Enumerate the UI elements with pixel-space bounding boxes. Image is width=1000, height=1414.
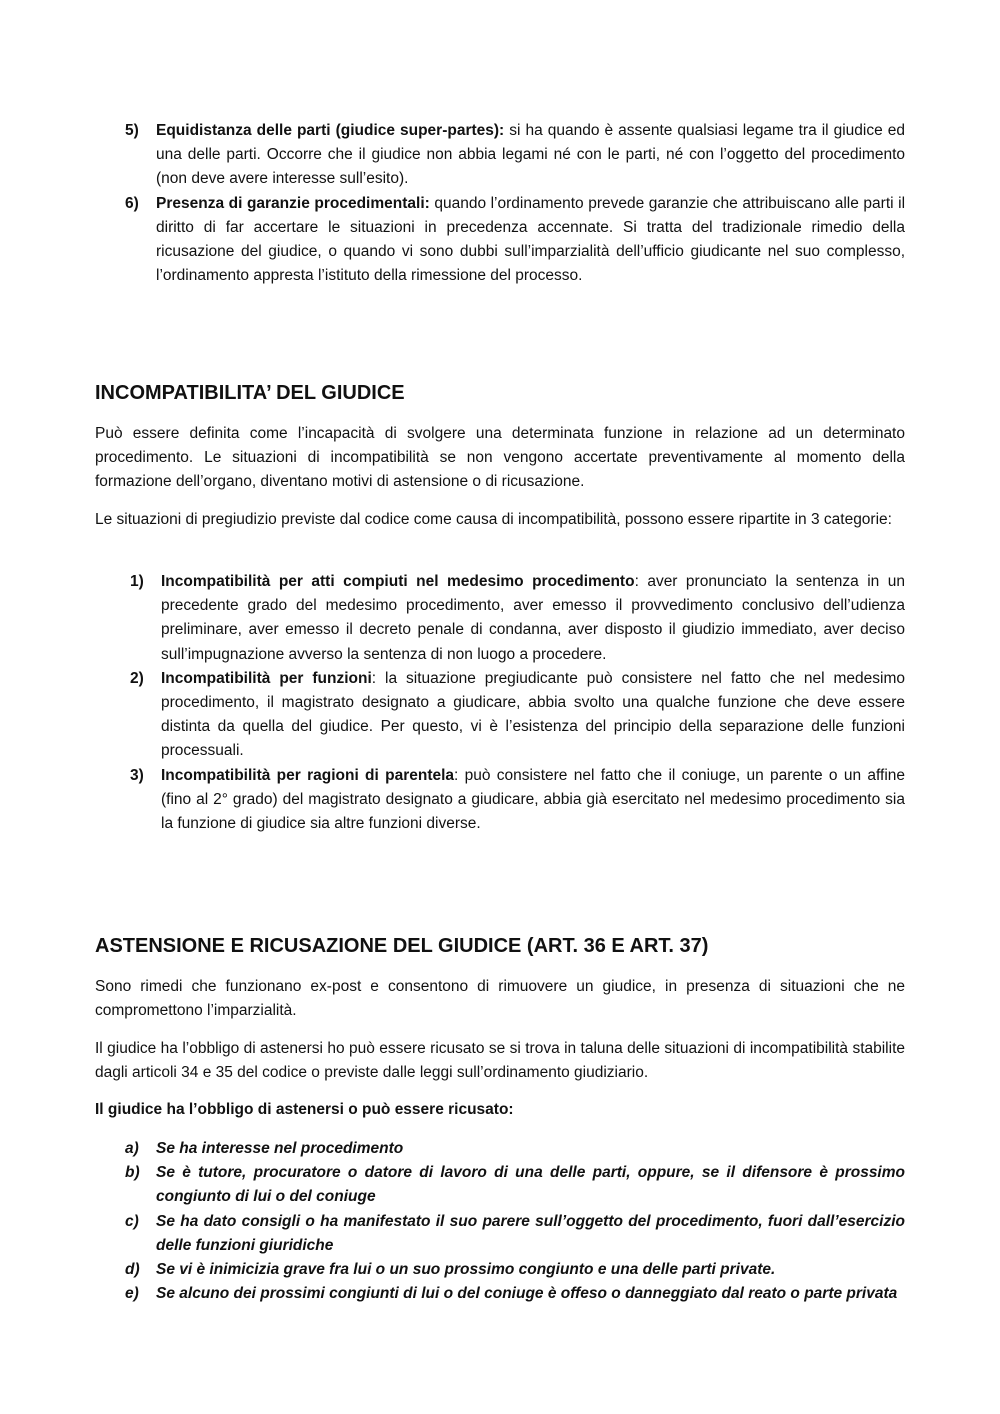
list-item-number: 1) (130, 573, 144, 590)
list-item-letter: a) (125, 1140, 139, 1157)
incompatibility-categories-list (130, 570, 905, 836)
list-item-text: Se alcuno dei prossimi congiunti di lui o del coniuge è offeso o danneggiato dal reato o parte privata (156, 1285, 898, 1303)
list-item (125, 192, 906, 289)
list-item-text: : può consistere nel fatto che il coniuge, un parente o un affine (fino al 2° grado) del magistrato designato a giudicare, abbia già esercitato nel medesimo procedimento sia la funzione di giudice sia altre funzioni diverse. (161, 766, 905, 833)
list-item-letter: b) (125, 1164, 140, 1182)
paragraph: Può essere definita come l’incapacità di svolgere una determinata funzione in relazione ad un determinato procedimento. Le situazioni di incompatibilità se non vengono accertate preventivamente al momento della formazione dell’organo, diventano motivi di astensione o di ricusazione. (95, 425, 905, 491)
list-item-text: quando l’ordinamento prevede garanzie che attribuiscano alle parti il diritto di far accertare le situazioni in precedenza accennate. Si tratta del tradizionale rimedio della ricusazione del giudice, o quando vi sono dubbi sull’imparzialità dell’ufficio giudicante nel suo complesso, l’ordinamento appresta l’istituto della rimessione del processo. (156, 194, 906, 285)
list-item-text: Se ha interesse nel procedimento (156, 1140, 404, 1157)
list-item-number: 5) (125, 122, 139, 139)
paragraph-bold: Il giudice ha l’obbligo di astenersi o può essere ricusato: (95, 1101, 514, 1118)
list-item-text: Se vi è inimicizia grave fra lui o un suo prossimo congiunto e una delle parti private. (156, 1261, 776, 1279)
list-item-letter: d) (125, 1261, 140, 1279)
abstention-cases-list (125, 1137, 905, 1306)
list-item-text: : la situazione pregiudicante può consistere nel fatto che nel medesimo procedimento, il magistrato designato a giudicare, abbia svolto una qualche funzione che deve essere distinta da quella del giudice. Per questo, vi è l’esistenza del principio della separazione delle funzioni processuali. (161, 669, 905, 760)
list-item-text: : aver pronunciato la sentenza in un precedente grado del medesimo procedimento, aver emesso il provvedimento conclusivo dell’udienza preliminare, aver emesso il decreto penale di condanna, aver disposto il giudizio immediato, aver deciso sull’impugnazione avverso la sentenza di non luogo a procedere. (161, 573, 905, 663)
list-item-title: Equidistanza delle parti (giudice super-partes): (156, 122, 505, 139)
list-item (130, 764, 905, 837)
list-item-title: Presenza di garanzie procedimentali: (156, 194, 430, 212)
list-item-text: Se è tutore, procuratore o datore di lavoro di una delle parti, oppure, se il difensore è prossimo congiunto di lui o del coniuge (156, 1164, 905, 1206)
paragraph: Sono rimedi che funzionano ex-post e consentono di rimuovere un giudice, in presenza di situazioni che ne compromettono l’imparzialità. (95, 978, 905, 1020)
list-item (125, 1161, 905, 1209)
list-item-number: 2) (130, 669, 144, 687)
list-item-title: Incompatibilità per funzioni (161, 669, 372, 687)
list-item-letter: c) (125, 1212, 139, 1230)
list-item (125, 1258, 905, 1282)
paragraph: Le situazioni di pregiudizio previste dal codice come causa di incompatibilità, possono essere ripartite in 3 categorie: (95, 511, 892, 528)
list-item-text: Se ha dato consigli o ha manifestato il suo parere sull’oggetto del procedimento, fuori dall’esercizio delle funzioni giuridiche (156, 1212, 905, 1254)
list-item-title: Incompatibilità per ragioni di parentela (161, 766, 455, 784)
list-item (125, 1210, 905, 1258)
paragraph: Il giudice ha l’obbligo di astenersi ho può essere ricusato se si trova in taluna delle situazioni di incompatibilità stabilite dagli articoli 34 e 35 del codice o previste dalle leggi sull’ordinamento giudiziario. (95, 1040, 905, 1082)
list-item-text: si ha quando è assente qualsiasi legame tra il giudice ed una delle parti. Occorre che il giudice non abbia legami né con le parti, né con l’oggetto del procedimento (non deve avere interesse sull’esito). (156, 122, 906, 188)
section-heading-astensione: ASTENSIONE E RICUSAZIONE DEL GIUDICE (ART. 36 E ART. 37) (95, 935, 709, 957)
list-item (125, 1282, 905, 1306)
principles-list (125, 119, 906, 288)
list-item-title: Incompatibilità per atti compiuti nel medesimo procedimento (161, 573, 635, 590)
list-item-letter: e) (125, 1285, 139, 1303)
list-item-number: 3) (130, 766, 144, 784)
list-item (125, 1137, 905, 1161)
list-item (130, 667, 905, 764)
section-heading-incompatibilita: INCOMPATIBILITA’ DEL GIUDICE (95, 382, 405, 404)
list-item (125, 119, 906, 192)
list-item (130, 570, 905, 667)
list-item-number: 6) (125, 194, 139, 212)
